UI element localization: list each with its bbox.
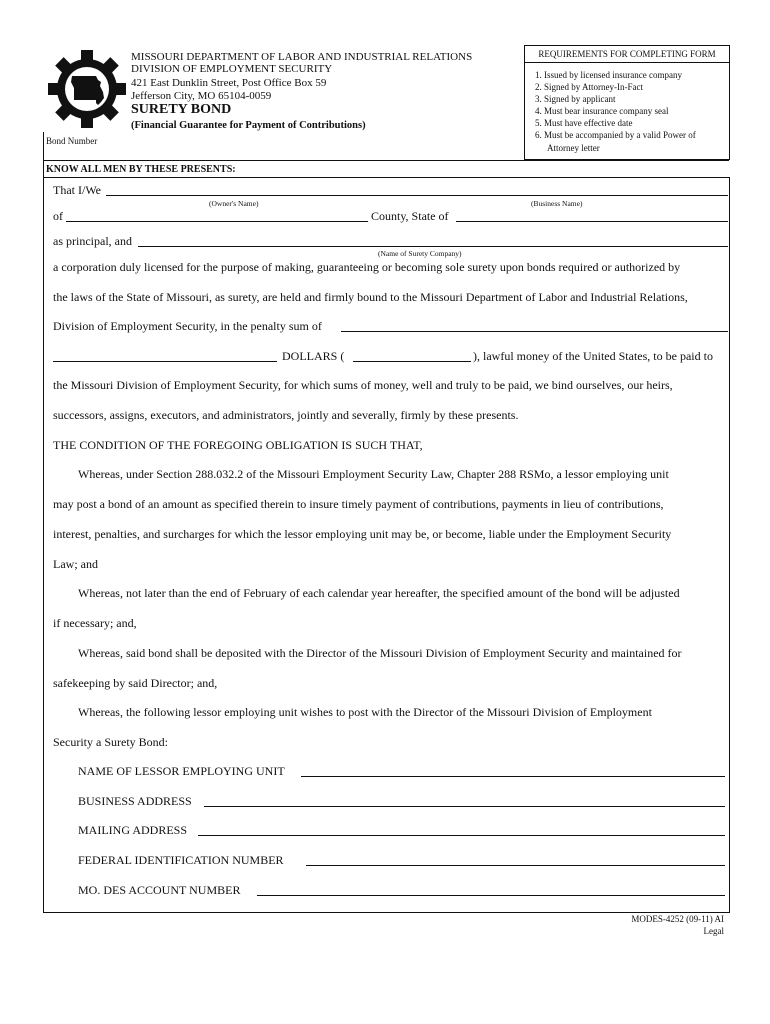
business-address-field[interactable] (204, 806, 725, 807)
owners-name-caption: (Owner's Name) (209, 199, 259, 208)
missouri-gear-logo (46, 48, 128, 130)
whereas-line: may post a bond of an amount as specified therein to insure timely payment of contributions, payments in lieu of contributions, (53, 497, 664, 511)
requirement-item: 5. Must have effective date (535, 118, 633, 129)
penalty-sum-field[interactable] (341, 331, 728, 332)
of-label: of (53, 209, 63, 223)
form-code: MODES-4252 (09-11) AI (631, 914, 724, 924)
dollars-amount-field[interactable] (353, 361, 471, 362)
agency-name: MISSOURI DEPARTMENT OF LABOR AND INDUSTRIAL RELATIONS (131, 51, 473, 63)
mailing-address-field[interactable] (198, 835, 725, 836)
whereas-line: Whereas, not later than the end of February of each calendar year hereafter, the specified amount of the bond will be adjusted (78, 586, 680, 600)
as-principal-label: as principal, and (53, 234, 132, 248)
know-all-rule (43, 177, 729, 178)
business-address-label: BUSINESS ADDRESS (78, 794, 192, 808)
bond-paragraph-line: the laws of the State of Missouri, as surety, are held and firmly bound to the Missouri Department of Labor and Industrial Relations, (53, 290, 688, 304)
fein-field[interactable] (306, 865, 725, 866)
whereas-line: if necessary; and, (53, 616, 137, 630)
requirement-item: 6. Must be accompanied by a valid Power of (535, 130, 696, 141)
bond-paragraph-line: ), lawful money of the United States, to be paid to (473, 349, 713, 363)
condition-heading: THE CONDITION OF THE FOREGOING OBLIGATION IS SUCH THAT, (53, 438, 423, 452)
des-account-label: MO. DES ACCOUNT NUMBER (78, 883, 241, 897)
that-iwe-label: That I/We (53, 183, 102, 197)
whereas-line: Whereas, said bond shall be deposited with the Director of the Missouri Division of Employment Security and maintained for (78, 646, 682, 660)
division-name: DIVISION OF EMPLOYMENT SECURITY (131, 63, 333, 75)
whereas-line: Whereas, under Section 288.032.2 of the Missouri Employment Security Law, Chapter 288 RSMo, a lessor employing unit (78, 467, 669, 481)
county-state-label: County, State of (371, 209, 449, 223)
bond-paragraph-line: Division of Employment Security, in the penalty sum of (53, 319, 322, 333)
whereas-line: Security a Surety Bond: (53, 735, 168, 749)
header-left-border (43, 132, 44, 177)
county-field[interactable] (66, 221, 368, 222)
agency-address-city: Jefferson City, MO 65104-0059 (131, 90, 272, 102)
bond-paragraph-line: successors, assigns, executors, and administrators, jointly and severally, firmly by these presents. (53, 408, 519, 422)
requirements-heading: REQUIREMENTS FOR COMPLETING FORM (525, 46, 729, 63)
whereas-line: Law; and (53, 557, 98, 571)
whereas-line: Whereas, the following lessor employing unit wishes to post with the Director of the Missouri Division of Employment (78, 705, 652, 719)
requirement-item: 3. Signed by applicant (535, 94, 616, 105)
business-name-caption: (Business Name) (531, 199, 583, 208)
requirements-box (524, 45, 730, 160)
requirement-item: 4. Must bear insurance company seal (535, 106, 669, 117)
dollars-label: DOLLARS ( (282, 349, 345, 363)
des-account-field[interactable] (257, 895, 725, 896)
surety-company-caption: (Name of Surety Company) (378, 249, 462, 258)
requirements-list (535, 69, 696, 154)
state-field[interactable] (456, 221, 728, 222)
owner-business-name-field[interactable] (106, 195, 728, 196)
lessor-name-label: NAME OF LESSOR EMPLOYING UNIT (78, 764, 285, 778)
bond-number-label: Bond Number (46, 136, 98, 146)
mailing-address-label: MAILING ADDRESS (78, 823, 188, 837)
form-title: SURETY BOND (131, 102, 232, 117)
requirement-item: 2. Signed by Attorney-In-Fact (535, 82, 643, 93)
whereas-line: interest, penalties, and surcharges for which the lessor employing unit may be, or become, liable under the Employment Security (53, 527, 672, 541)
requirement-item: 1. Issued by licensed insurance company (535, 70, 682, 80)
fein-label: FEDERAL IDENTIFICATION NUMBER (78, 853, 284, 867)
bond-paragraph-line: a corporation duly licensed for the purpose of making, guaranteeing or becoming sole surety upon bonds required or authorized by (53, 260, 681, 274)
surety-company-field[interactable] (138, 246, 728, 247)
form-subtitle: (Financial Guarantee for Payment of Contributions) (131, 120, 366, 131)
bond-paragraph-line: the Missouri Division of Employment Security, for which sums of money, well and truly to be paid, we bind ourselves, our heirs, (53, 378, 673, 392)
lessor-name-field[interactable] (301, 776, 725, 777)
header-bottom-rule (43, 160, 729, 161)
dollars-words-field[interactable] (53, 361, 277, 362)
know-all-heading: KNOW ALL MEN BY THESE PRESENTS: (46, 164, 236, 175)
agency-address-street: 421 East Dunklin Street, Post Office Box 59 (131, 77, 327, 89)
paper-size: Legal (703, 926, 724, 936)
requirement-item: Attorney letter (547, 142, 600, 153)
whereas-line: safekeeping by said Director; and, (53, 676, 218, 690)
